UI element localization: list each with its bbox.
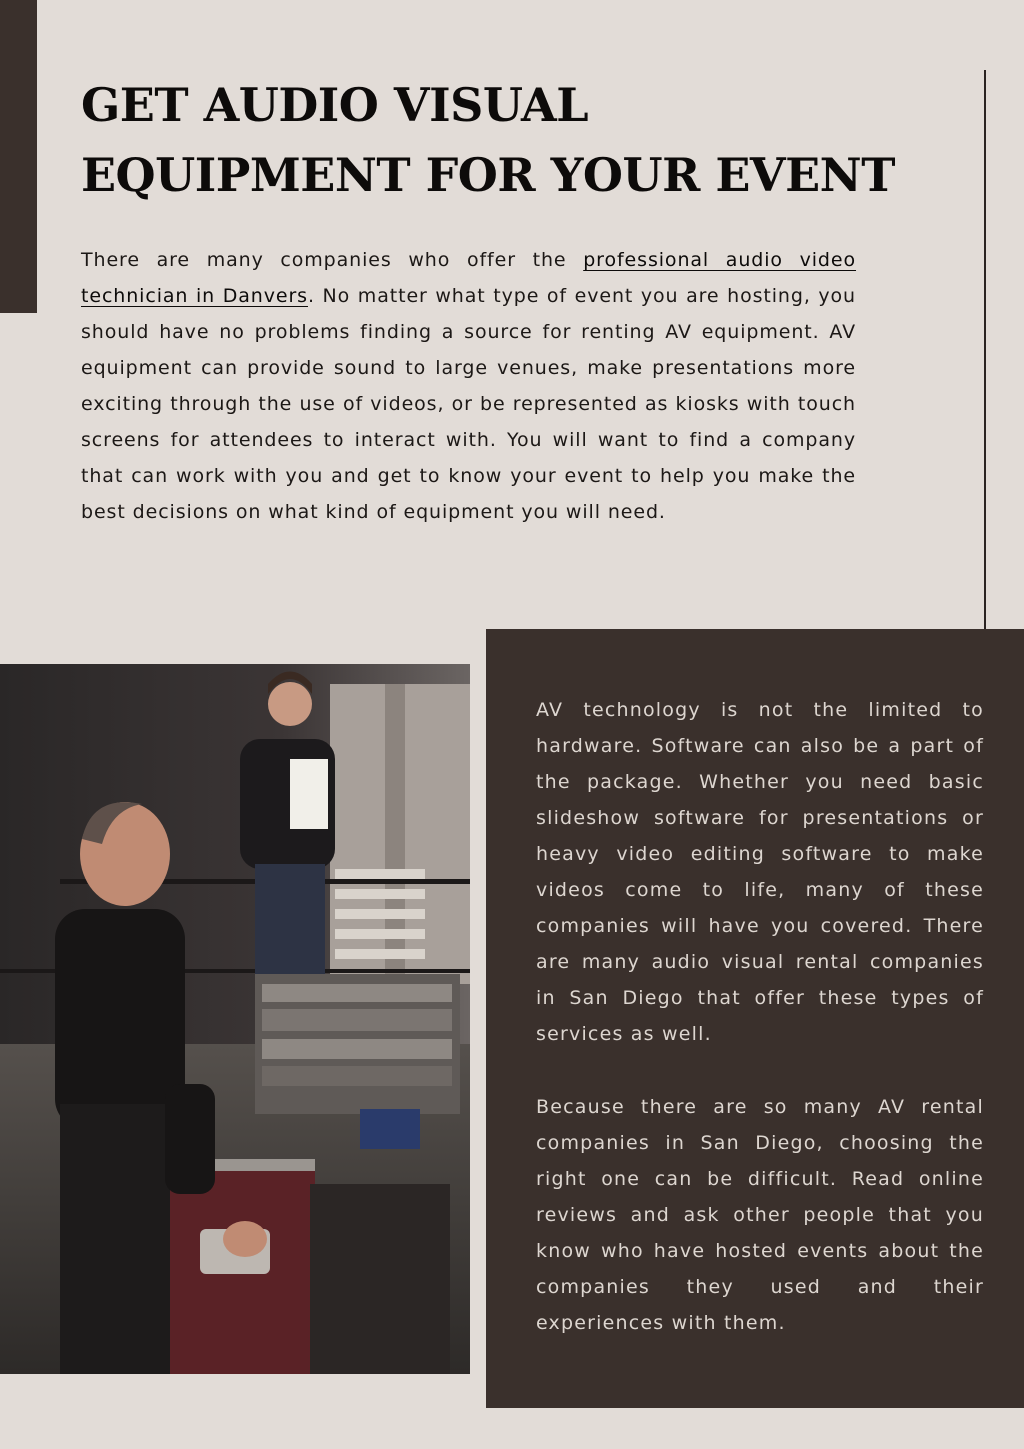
choosing-company-paragraph: Because there are so many AV rental companies in San Diego, choosing the right one can be difficult. Read online reviews and ask other people that you know who have hosted events about the companies they used and their experiences with them.: [536, 1096, 984, 1334]
intro-paragraph: [81, 242, 856, 530]
accent-bar: [0, 0, 37, 313]
photo-illustration: [0, 664, 470, 1374]
title-line-2: EQUIPMENT FOR YOUR EVENT: [81, 148, 895, 202]
av-technicians-photo: [0, 664, 470, 1374]
intro-text-start: There are many companies who offer the: [81, 249, 584, 271]
intro-text-end: . No matter what type of event you are hosting, you should have no problems finding a source for renting AV equipment. AV equipment can provide sound to large venues, make presentations more exciting through the use of videos, or be represented as kiosks with touch screens for attendees to interact with. You will want to find a company that can work with you and get to know your event to help you make the best decisions on what kind of equipment you will need.: [81, 285, 856, 523]
software-paragraph: AV technology is not the limited to hardware. Software can also be a part of the package. Whether you need basic slideshow software for presentations or heavy video editing software to make videos come to life, many of these companies will have you covered. There are many audio visual rental companies in San Diego that offer these types of services as well.: [536, 699, 984, 1045]
technician-link[interactable]: professional audio video technician in Danvers: [81, 249, 857, 307]
page-title: [81, 70, 895, 210]
vertical-rule: [984, 70, 986, 647]
title-line-1: GET AUDIO VISUAL: [81, 78, 589, 132]
